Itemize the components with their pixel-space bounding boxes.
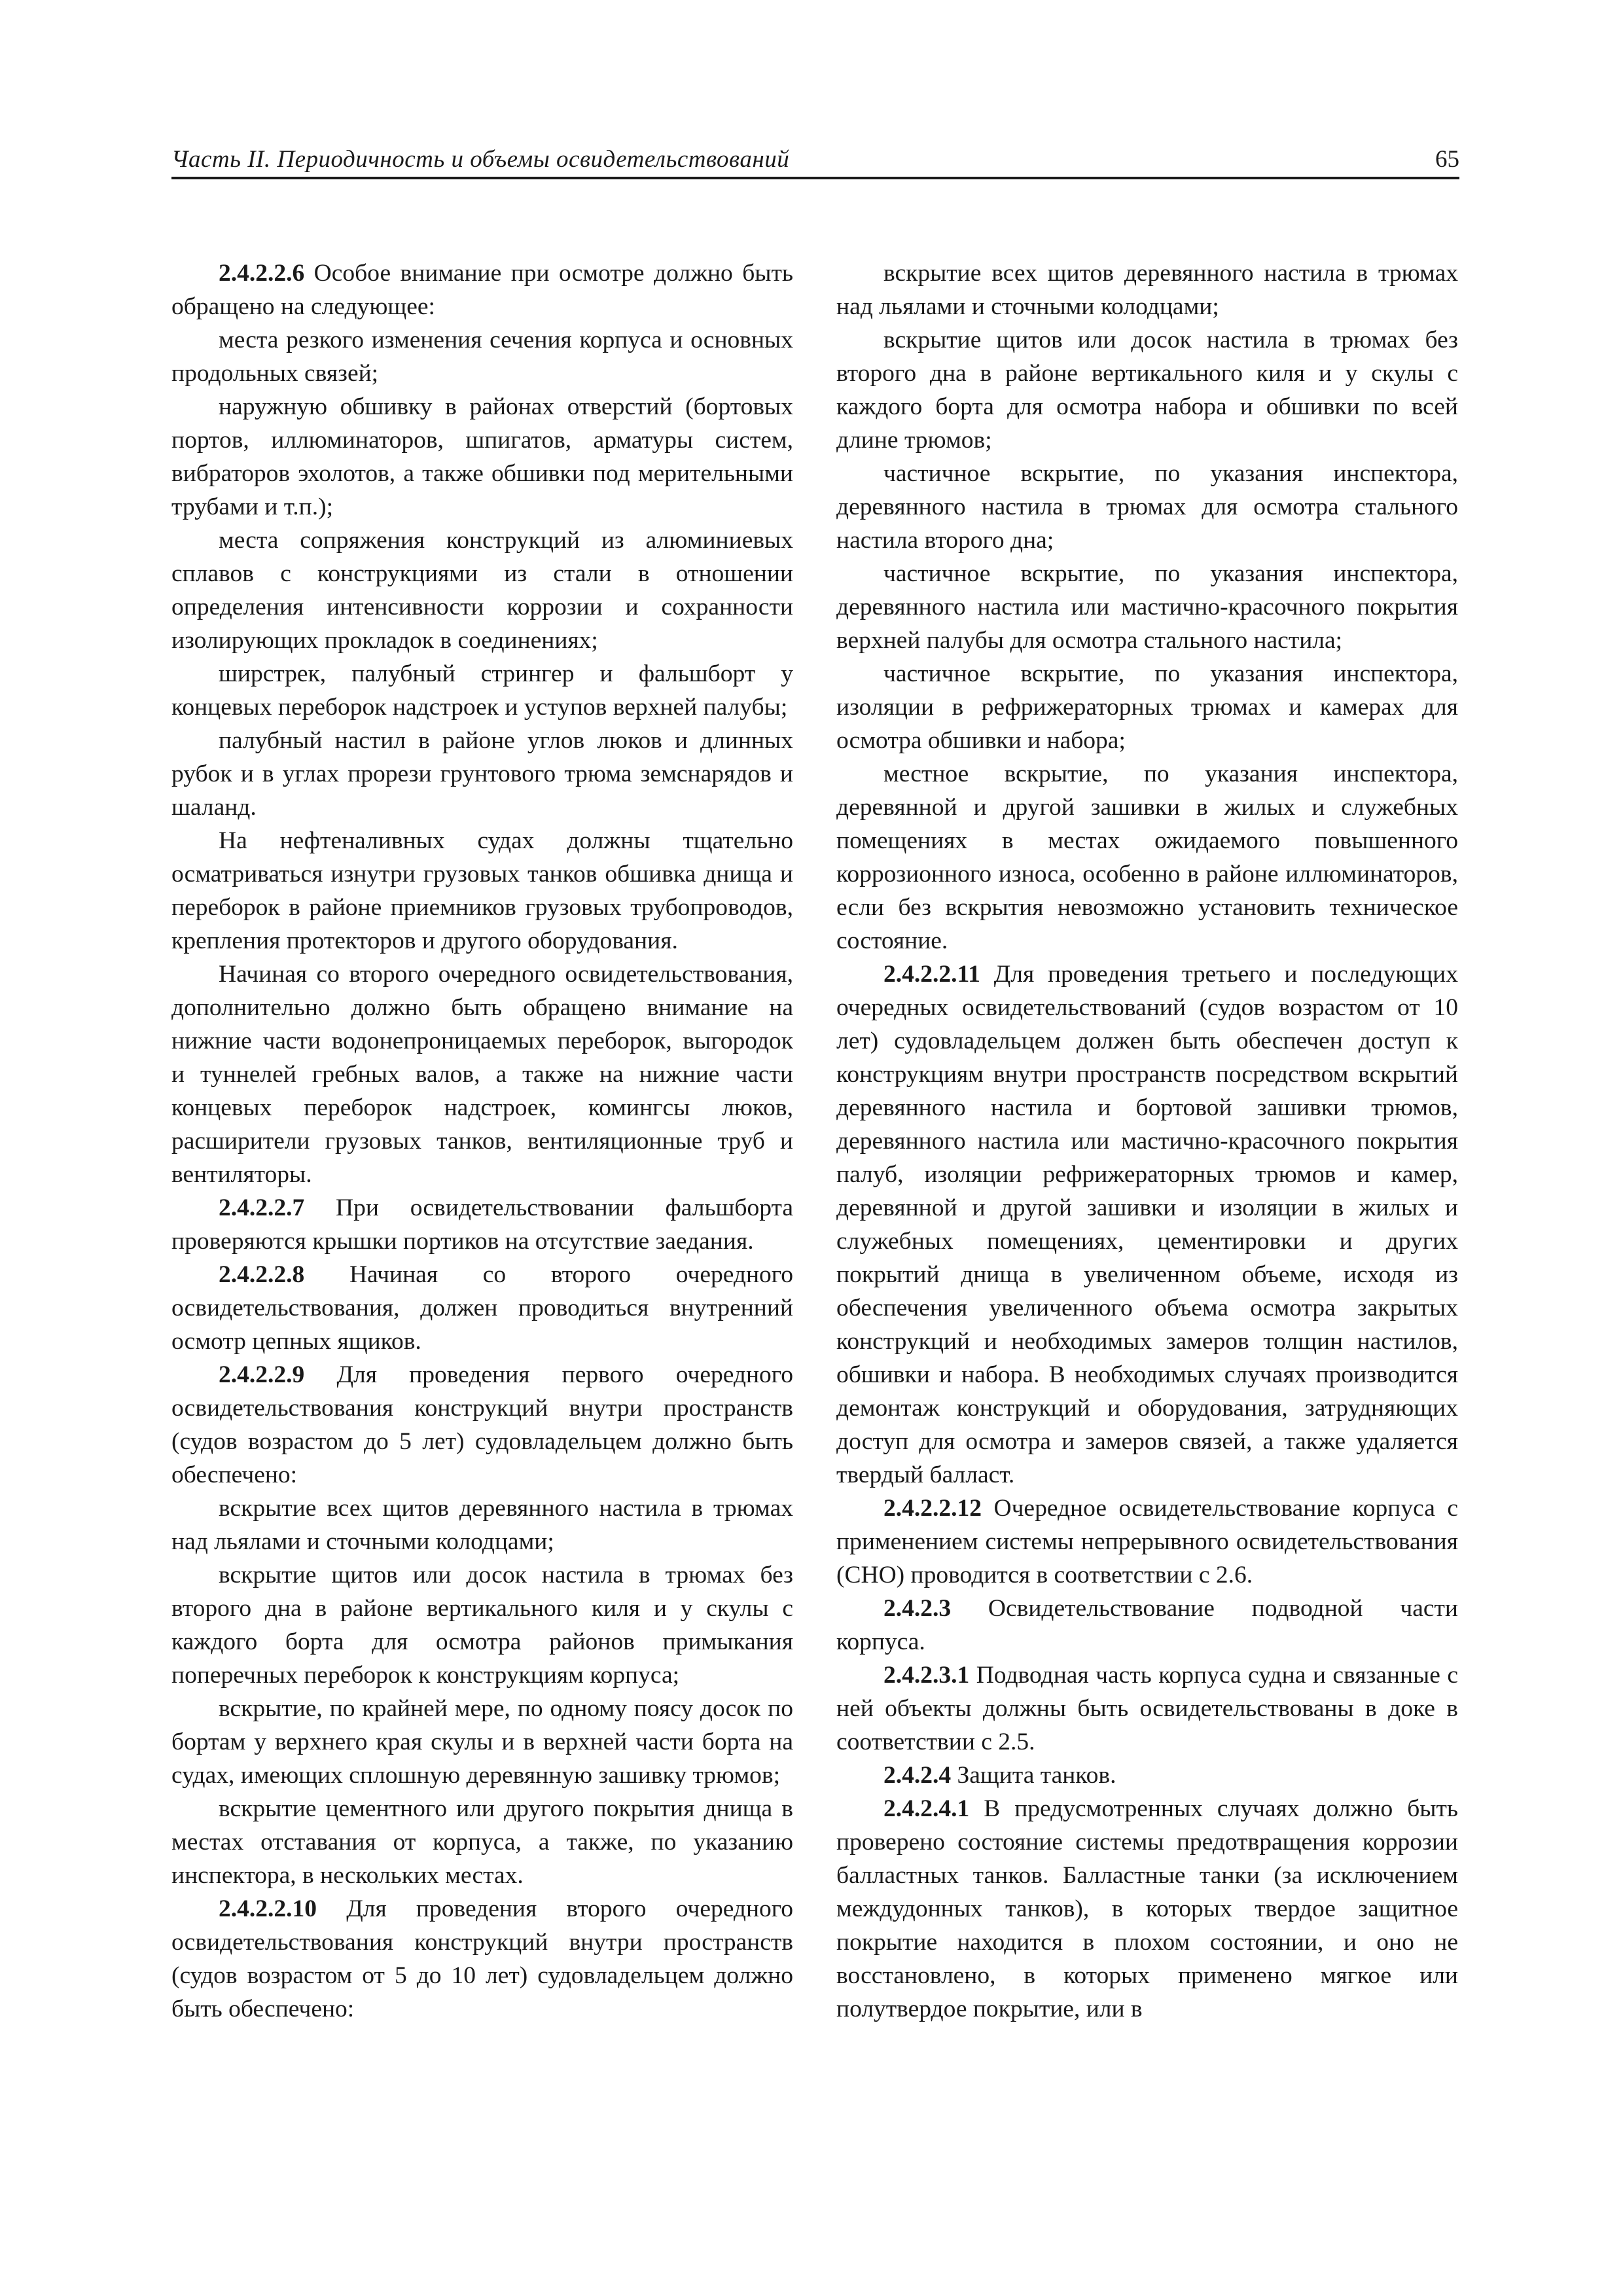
paragraph: 2.4.2.2.10 Для проведения второго очередного освидетельствования конструкций внутри пространств (судов возрастом от 5 до 10 лет) судовладельцем должно быть обеспечено: [171,1895,793,2022]
paragraph: 2.4.2.4.1 В предусмотренных случаях должно быть проверено состояние системы предотвращения коррозии балластных танков. Балластные танки (за исключением междудонных танков), в которых твердое защитное покрытие находится в плохом состоянии, и оно не восстановлено, в которых применено мягкое или полутвердое покрытие, или в [836,1795,1458,2022]
paragraph: места сопряжения конструкций из алюминиевых сплавов с конструкциями из стали в отношении определения интенсивности коррозии и сохранности изолирующих прокладок в соединениях; [171,527,793,654]
paragraph: частичное вскрытие, по указания инспектора, деревянного настила или мастично-красочного покрытия верхней палубы для осмотра стального настила; [836,560,1458,654]
paragraph: 2.4.2.2.8 Начиная со второго очередного освидетельствования, должен проводиться внутренний осмотр цепных ящиков. [171,1261,793,1355]
paragraph: 2.4.2.2.6 Особое внимание при осмотре должно быть обращено на следующее: [171,260,793,320]
paragraph: вскрытие всех щитов деревянного настила в трюмах над льялами и сточными колодцами; [171,1495,793,1555]
paragraph: 2.4.2.2.7 При освидетельствовании фальшборта проверяются крышки портиков на отсутствие заедания. [171,1194,793,1255]
paragraph: палубный настил в районе углов люков и длинных рубок и в углах прорези грунтового трюма земснарядов и шаланд. [171,727,793,821]
paragraph: вскрытие всех щитов деревянного настила в трюмах над льялами и сточными колодцами; [836,260,1458,320]
paragraph: места резкого изменения сечения корпуса и основных продольных связей; [171,327,793,387]
header-rule [171,177,1459,179]
paragraph: 2.4.2.3 Освидетельствование подводной части корпуса. [836,1595,1458,1655]
paragraph: вскрытие цементного или другого покрытия днища в местах отставания от корпуса, а также, по указанию инспектора, в нескольких местах. [171,1795,793,1889]
paragraph: ширстрек, палубный стрингер и фальшборт у концевых переборок надстроек и уступов верхней палубы; [171,660,793,721]
paragraph: 2.4.2.2.11 Для проведения третьего и последующих очередных освидетельствований (судов возрастом от 10 лет) судовладельцем должен быть обеспечен доступ к конструкциям внутри пространств посредством вскрытий деревянного настила и бортовой зашивки трюмов, деревянного настила или мастично-красочного покрытия палуб, изоляции рефрижераторных трюмов и камер, деревянной и другой зашивки и изоляции в жилых и служебных помещениях, цементировки и других покрытий днища в увеличенном объеме, исходя из обеспечения увеличенного объема осмотра закрытых конструкций и необходимых замеров толщин настилов, обшивки и набора. В необходимых случаях производится демонтаж конструкций и оборудования, затрудняющих доступ для осмотра и замеров связей, а также удаляется твердый балласт. [836,961,1458,1488]
paragraph: вскрытие щитов или досок настила в трюмах без второго дна в районе вертикального киля и у скулы с каждого борта для осмотра районов примыкания поперечных переборок к конструкциям корпуса; [171,1562,793,1689]
page-number: 65 [1435,146,1459,173]
paragraph: частичное вскрытие, по указания инспектора, деревянного настила в трюмах для осмотра стального настила второго дна; [836,460,1458,554]
paragraph: вскрытие, по крайней мере, по одному поясу досок по бортам у верхнего края скулы и в верхней части борта на судах, имеющих сплошную деревянную зашивку трюмов; [171,1695,793,1789]
right-column [836,257,1458,2026]
paragraph: вскрытие щитов или досок настила в трюмах без второго дна в районе вертикального киля и у скулы с каждого борта для осмотра набора и обшивки по всей длине трюмов; [836,327,1458,454]
paragraph: 2.4.2.2.12 Очередное освидетельствование корпуса с применением системы непрерывного освидетельствования (СНО) проводится в соответствии с 2.6. [836,1495,1458,1588]
paragraph: 2.4.2.4 Защита танков. [883,1762,1116,1789]
paragraph: частичное вскрытие, по указания инспектора, изоляции в рефрижераторных трюмах и камерах для осмотра обшивки и набора; [836,660,1458,754]
paragraph: 2.4.2.2.9 Для проведения первого очередного освидетельствования конструкций внутри пространств (судов возрастом до 5 лет) судовладельцем должно быть обеспечено: [171,1361,793,1488]
paragraph: 2.4.2.3.1 Подводная часть корпуса судна и связанные с ней объекты должны быть освидетельствованы в доке в соответствии с 2.5. [836,1662,1458,1755]
paragraph: местное вскрытие, по указания инспектора, деревянной и другой зашивки в жилых и служебных помещениях в местах ожидаемого повышенного коррозионного износа, особенно в районе иллюминаторов, если без вскрытия невозможно установить техническое состояние. [836,761,1458,954]
header-title: Часть II. Периодичность и объемы освидетельствований [171,146,790,173]
paragraph: наружную обшивку в районах отверстий (бортовых портов, иллюминаторов, шпигатов, арматуры систем, вибраторов эхолотов, а также обшивки под мерительными трубами и т.п.); [171,393,793,520]
running-header [171,145,1459,178]
left-column [171,257,793,2026]
paragraph: Начиная со второго очередного освидетельствования, дополнительно должно быть обращено внимание на нижние части водонепроницаемых переборок, выгородок и туннелей гребных валов, а также на нижние части концевых переборок надстроек, комингсы люков, расширители грузовых танков, вентиляционные труб и вентиляторы. [171,961,793,1188]
paragraph: На нефтеналивных судах должны тщательно осматриваться изнутри грузовых танков обшивка днища и переборок в районе приемников грузовых трубопроводов, крепления протекторов и другого оборудования. [171,827,793,954]
